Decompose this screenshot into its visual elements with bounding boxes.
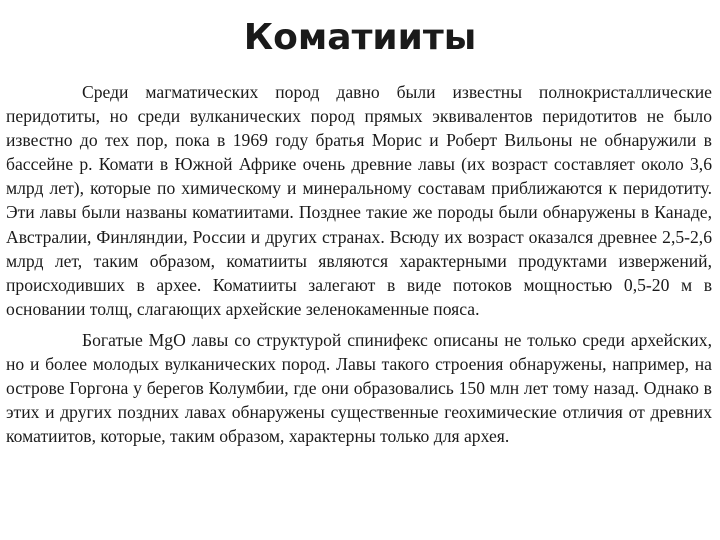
slide-body [6,80,712,448]
paragraph-komatiite-discovery: Среди магматических пород давно были известны полнокристаллические перидотиты, но среди вулканических пород прямых эквивалентов перидотитов не было известно до тех пор, пока в 1969 году братья Морис и Роберт Вильоны не обнаружили в бассейне р. Комати в Южной Африке очень древние лавы (их возраст составляет около 3,6 млрд лет), которые по химическому и минеральному составам приближаются к перидотиту. Эти лавы были названы коматиитами. Позднее такие же породы были обнаружены в Канаде, Австралии, Финляндии, России и других странах. Всюду их возраст оказался древнее 2,5-2,6 млрд лет, таким образом, коматииты являются характерными продуктами извержений, происходивших в архее. Коматииты залегают в виде потоков мощностью 0,5-20 м в основании толщ, слагающих архейские зеленокаменные пояса. [6,82,712,319]
paragraph-spinifex-lavas: Богатые MgO лавы со структурой спинифекс описаны не только среди архейских, но и более молодых вулканических пород. Лавы такого строения обнаружены, например, на острове Горгона у берегов Колумбии, где они образовались 150 млн лет тому назад. Однако в этих и других поздних лавах обнаружены существенные геохимические отличия от древних коматиитов, которые, таким образом, характерны только для архея. [6,329,712,447]
slide-title: Коматииты [243,17,477,58]
